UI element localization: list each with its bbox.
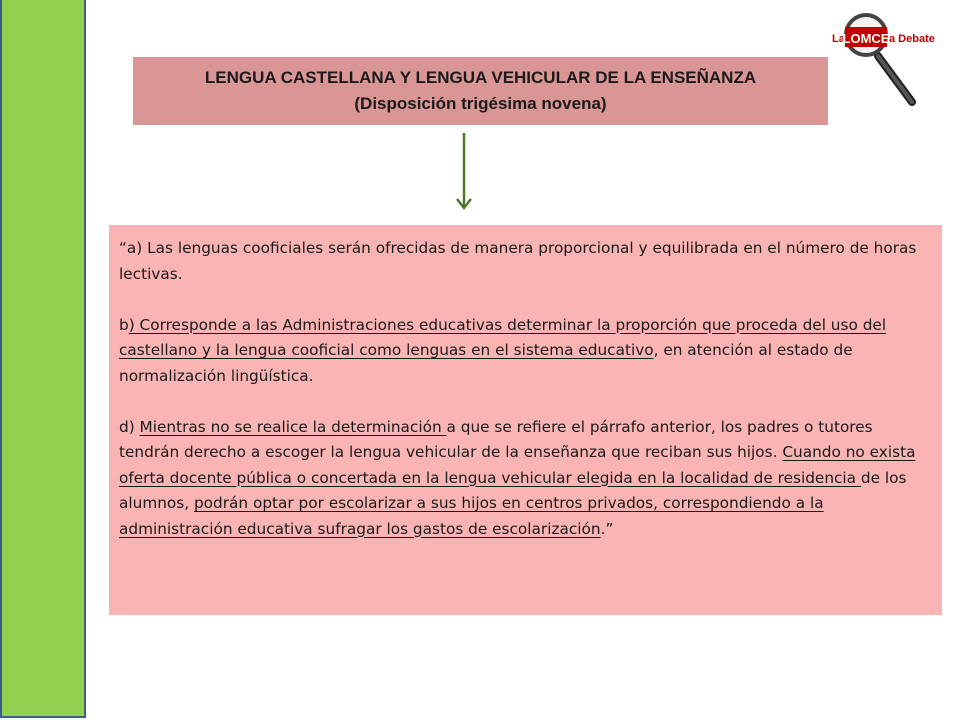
underlined-text: Cuando no exista oferta docente pública o concertada en la lengua vehicular elegida en la localidad de residencia — [119, 443, 916, 487]
left-sidebar-bar — [0, 0, 86, 718]
title-box — [133, 57, 828, 125]
paragraph-b: b) Corresponde a las Administraciones educativas determinar la proporción que proceda del uso del castellano y la lengua cooficial como lenguas en el sistema educativo, en atención al estado de normalización lingüística. — [119, 315, 887, 385]
underlined-text: Mientras no se realice la determinación — [139, 417, 447, 436]
svg-text:a Debate: a Debate — [889, 33, 935, 45]
underlined-text: ) Corresponde a las Administraciones educativas determinar la proporción que proceda del uso del castellano y la lengua cooficial como lenguas en el sistema educativo — [119, 315, 887, 359]
lomce-logo — [826, 10, 956, 110]
disposition-text-box — [109, 225, 942, 615]
svg-text:LOMCE: LOMCE — [842, 31, 890, 46]
page-title: LENGUA CASTELLANA Y LENGUA VEHICULAR DE LA ENSEÑANZA — [204, 68, 757, 87]
svg-text:La: La — [832, 33, 845, 45]
paragraph-d: d) Mientras no se realice la determinación a que se refiere el párrafo anterior, los padres o tutores tendrán derecho a escoger la lengua vehicular de la enseñanza que reciban sus hijos. Cuando no exista oferta docente pública o concertada en la lengua vehicular elegida en la localidad de residencia de los alumnos, podrán optar por escolarizar a sus hijos en centros privados, correspondiendo a la administración educativa sufragar los gastos de escolarización.” — [119, 417, 916, 538]
page-subtitle: (Disposición trigésima novena) — [354, 94, 607, 113]
down-arrow-icon — [452, 133, 476, 213]
paragraph-a: “a) Las lenguas cooficiales serán ofrecidas de manera proporcional y equilibrada en el número de horas lectivas. — [119, 239, 917, 283]
underlined-text: podrán optar por escolarizar a sus hijos en centros privados, correspondiendo a la administración educativa sufragar los gastos de escolarización — [119, 494, 824, 538]
